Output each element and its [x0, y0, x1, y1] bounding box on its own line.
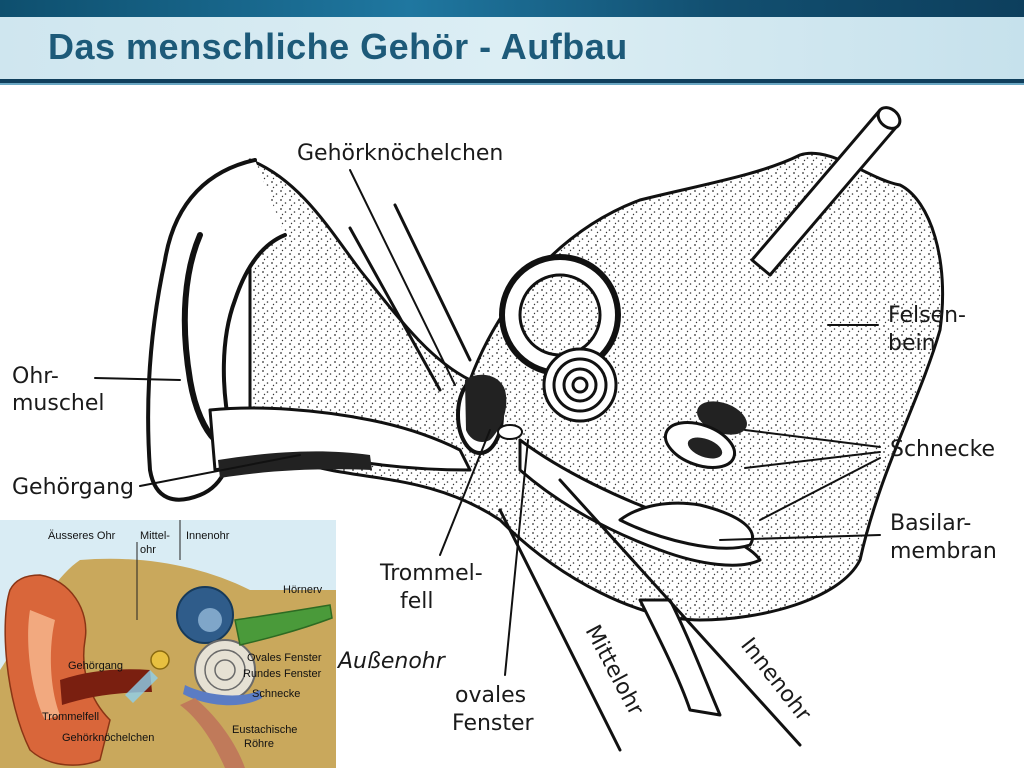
label-gehoergang: Gehörgang: [12, 475, 134, 500]
label-aussenohr: Außenohr: [338, 649, 445, 674]
label-ohrmuschel-1: Ohr-: [12, 364, 59, 389]
label-innenohr: Innenohr: [735, 633, 816, 727]
label-ohrmuschel-2: muschel: [12, 391, 105, 416]
semicircular-canal-inner: [520, 275, 600, 355]
inset-vestibule-core: [198, 608, 222, 632]
inset-ossicles: [151, 651, 169, 669]
inset-label-trommelfell: Trommelfell: [42, 711, 100, 723]
label-mittelohr: Mittelohr: [579, 621, 648, 720]
inset-label-eustachische-1: Eustachische: [232, 724, 298, 736]
label-felsenbein-2: bein: [888, 331, 936, 356]
label-ovales-fenster-2: Fenster: [452, 711, 534, 736]
inset-label-mittelohr-1: Mittel-: [140, 530, 170, 542]
label-schnecke: Schnecke: [890, 437, 996, 462]
inset-label-eustachische-2: Röhre: [244, 738, 274, 750]
stapes: [498, 425, 522, 439]
inset-label-aeusseres-ohr: Äusseres Ohr: [48, 530, 116, 542]
inset-label-gehoergang: Gehörgang: [68, 660, 124, 672]
label-ovales-fenster-1: ovales: [455, 683, 527, 708]
inset-label-schnecke: Schnecke: [252, 688, 301, 700]
inset-label-rundes-fenster: Rundes Fenster: [243, 668, 322, 680]
inset-label-innenohr: Innenohr: [186, 530, 230, 542]
inset-label-ovales-fenster: Ovales Fenster: [247, 652, 322, 664]
label-basilarmembran-2: membran: [890, 539, 997, 564]
label-gehoerknoechelchen: Gehörknöchelchen: [297, 141, 504, 166]
label-trommelfell-2: fell: [400, 589, 434, 614]
label-basilarmembran-1: Basilar-: [890, 511, 972, 536]
inset-label-hoernerv: Hörnerv: [283, 584, 323, 596]
inset-drawing: [0, 520, 336, 768]
inset-label-mittelohr-2: ohr: [140, 544, 156, 556]
cochlea-spiral: [544, 349, 616, 421]
inset-ear-illustration: [0, 520, 336, 768]
label-trommelfell-1: Trommel-: [380, 561, 483, 586]
slide-title: Das menschliche Gehör - Aufbau: [48, 26, 628, 67]
inset-label-gehoerknoechelchen: Gehörknöchelchen: [62, 732, 155, 744]
header-band: [0, 0, 1024, 17]
label-felsenbein-1: Felsen-: [888, 303, 966, 328]
